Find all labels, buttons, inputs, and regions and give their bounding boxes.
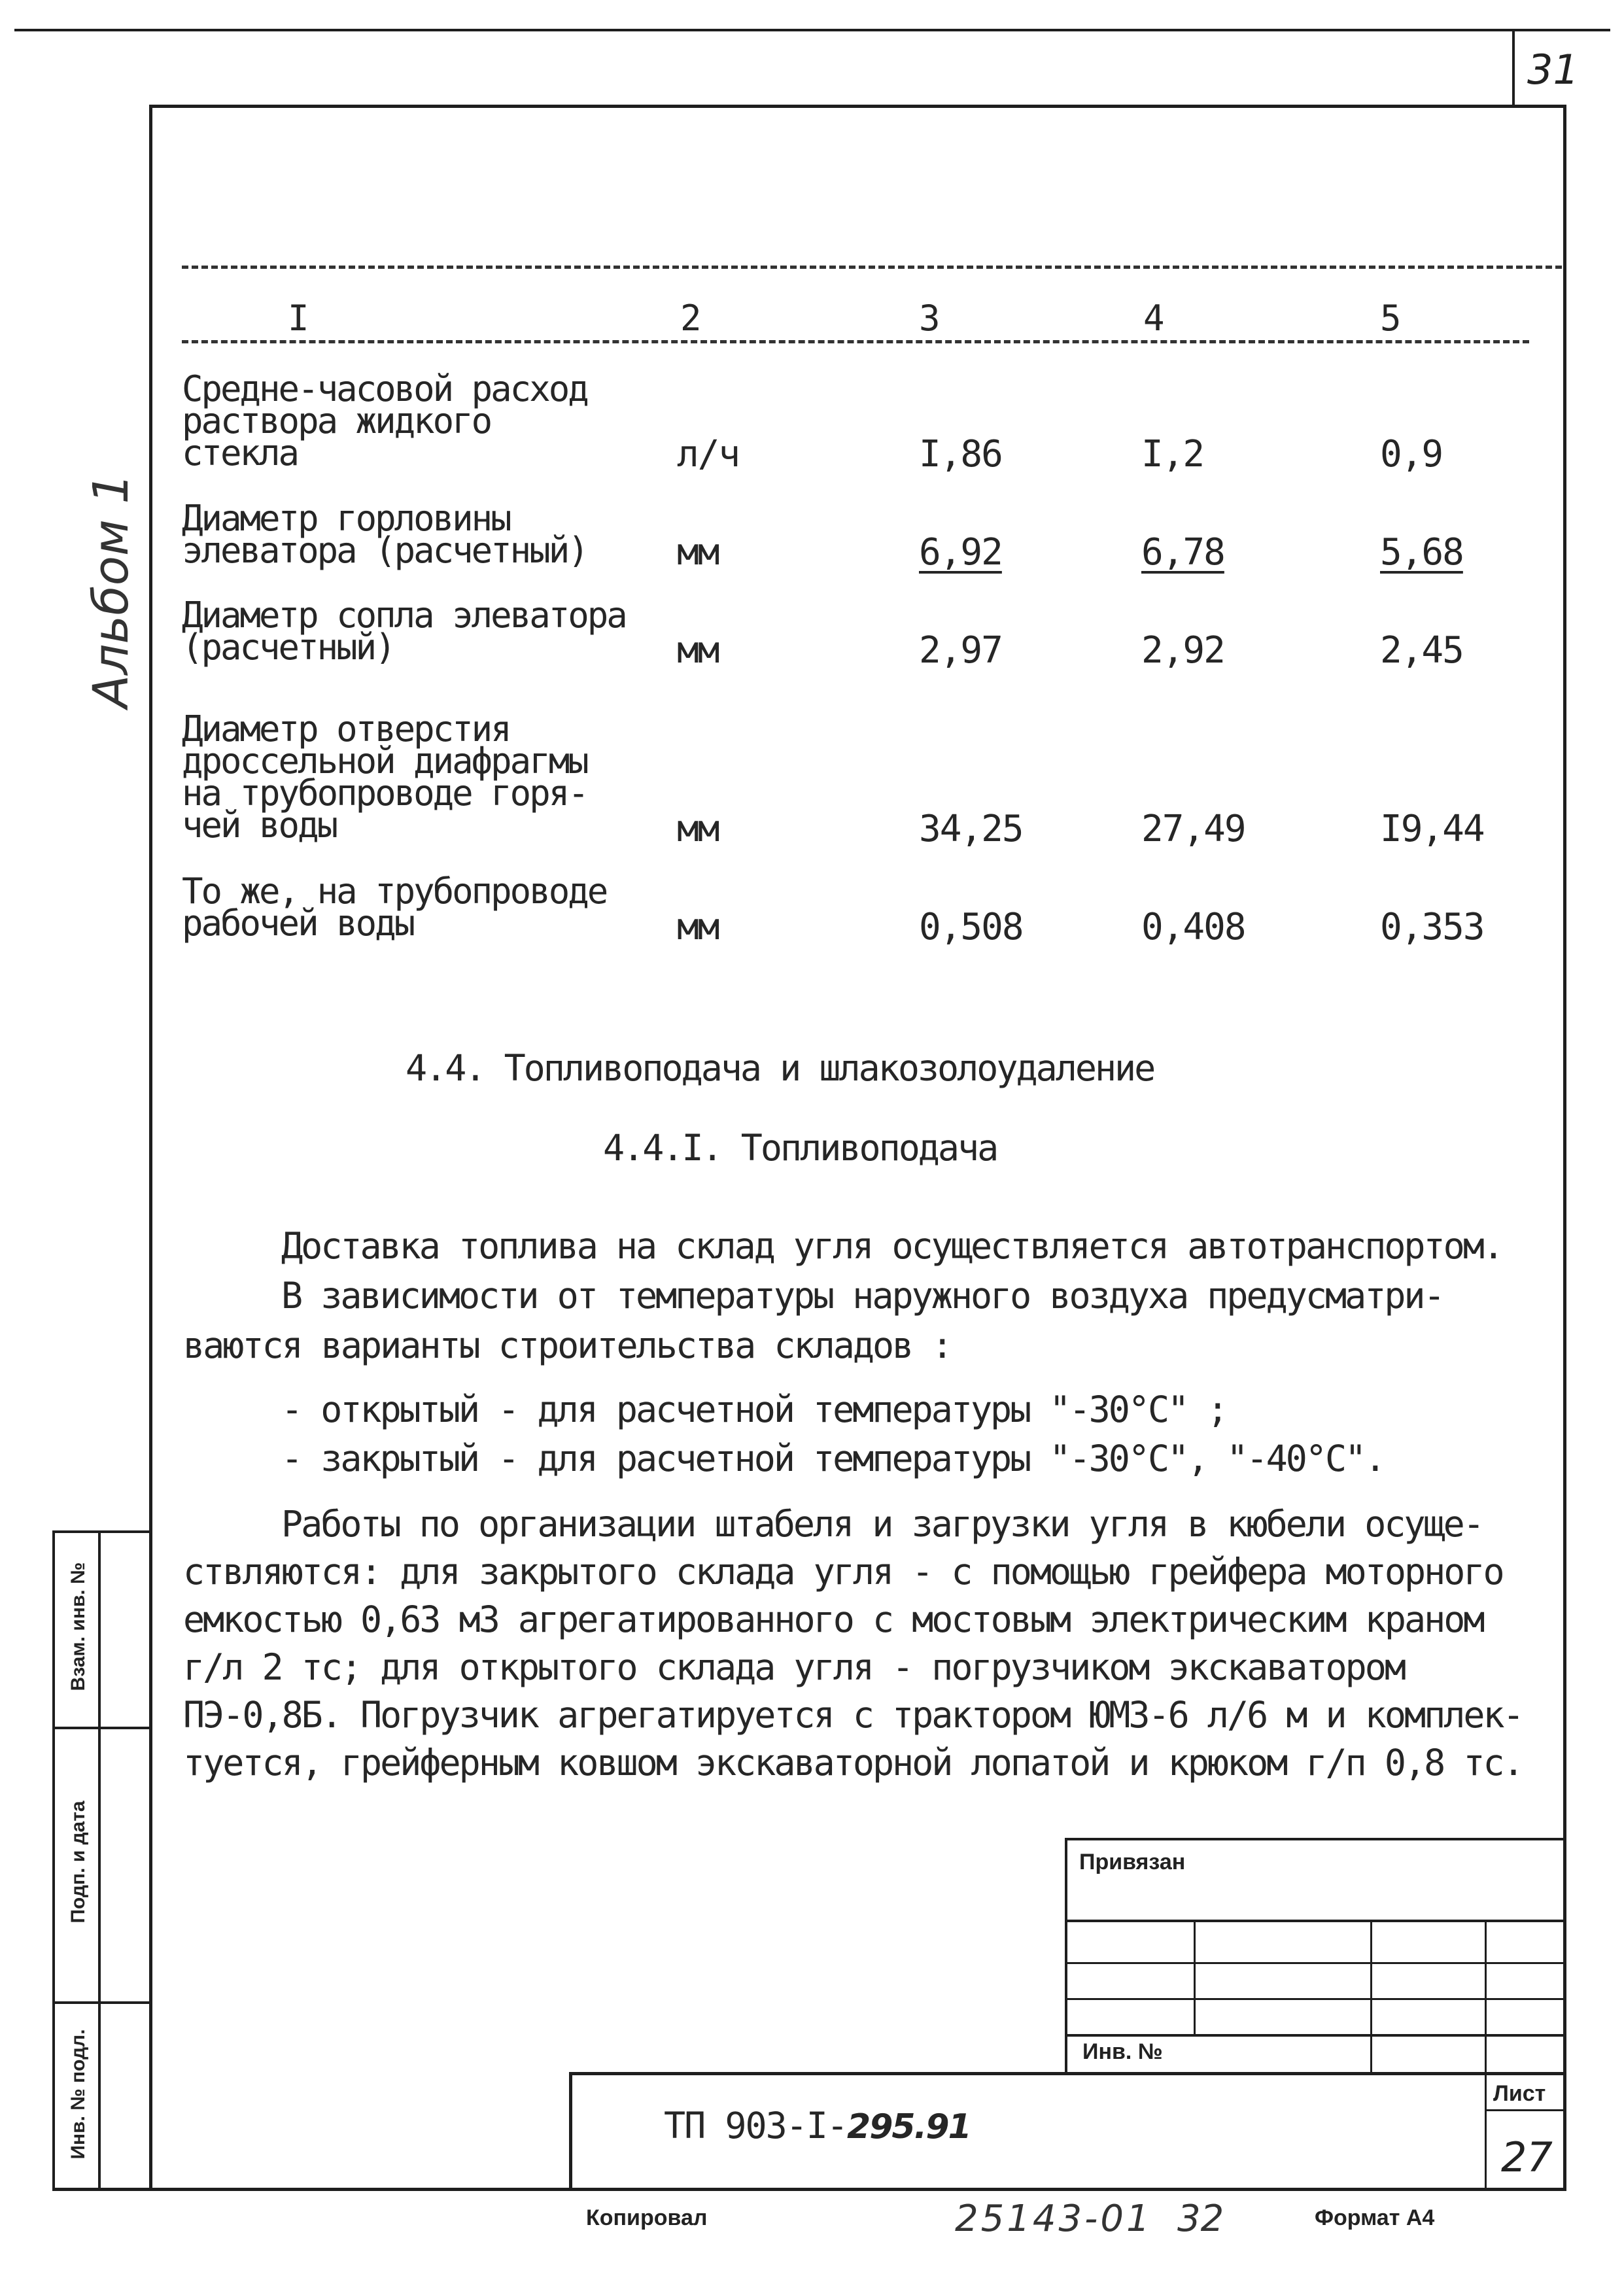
album-label: Альбом 1 (83, 473, 139, 708)
col-number-3: 3 (919, 298, 939, 339)
side-stamp-left (52, 1530, 55, 2191)
tb-row-line4 (1065, 2034, 1566, 2037)
tb-doc-code-hand: 295.91 (847, 2107, 971, 2147)
table-cell: I,2 (1141, 433, 1204, 475)
frame-right (1563, 105, 1566, 2191)
frame-left (149, 105, 152, 2191)
table-dash-header (182, 340, 1529, 343)
tb-row-line1 (1065, 1920, 1566, 1922)
table-cell: 5,68 (1380, 531, 1463, 574)
table-row-label: Средне-часовой расход раствора жидкого стекла (182, 368, 587, 474)
tb-privyazan-label: Привязан (1079, 1850, 1186, 1874)
side-stamp-div1 (52, 1727, 150, 1729)
col-number-4: 4 (1143, 298, 1163, 339)
table-row-unit: мм (677, 808, 719, 850)
table-row-unit: мм (677, 531, 719, 574)
table-cell: 2,97 (919, 629, 1002, 672)
table-cell: 0,508 (919, 906, 1023, 948)
paragraph2-line: Работы по организации штабеля и загрузки угля в кюбели осуще- (281, 1503, 1483, 1545)
footer-format: Формат А4 (1315, 2205, 1435, 2230)
col-number-5: 5 (1380, 298, 1400, 339)
tb-row-line3 (1065, 1998, 1566, 2000)
side-stamp-podp-data: Подп. и дата (67, 1801, 89, 1924)
side-stamp-inv-podl: Инв. № подл. (67, 2029, 89, 2160)
tb-main-top (569, 2072, 1566, 2075)
table-cell: I9,44 (1380, 808, 1484, 850)
footer-archive-number: 25143-01 (955, 2198, 1152, 2240)
page-number-corner: 31 (1527, 46, 1579, 94)
top-rule (14, 29, 1610, 31)
footer-archive-page: 32 (1177, 2198, 1224, 2240)
tb-main-left (569, 2072, 572, 2191)
table-cell: 34,25 (919, 808, 1023, 850)
section-heading: 4.4. Топливоподача и шлакозолоудаление (406, 1047, 1154, 1089)
table-cell: 6,78 (1141, 531, 1224, 574)
table-cell: 0,408 (1141, 906, 1245, 948)
tb-row-line2 (1065, 1962, 1566, 1964)
table-cell: 0,353 (1380, 906, 1484, 948)
tb-col1 (1194, 1920, 1196, 2034)
side-stamp-vzam-inv: Взам. инв. № (67, 1562, 89, 1691)
tb-list-number: 27 (1501, 2133, 1553, 2181)
tb-list-divider (1485, 2109, 1566, 2111)
frame-bottom (52, 2188, 1566, 2191)
paragraph1-line3: ваются варианты строительства складов : (183, 1324, 952, 1366)
side-stamp-mid (98, 1530, 101, 2191)
tb-col2 (1370, 1920, 1372, 2073)
paragraph2-line: емкостью 0,63 м3 агрегатированного с мостовым электрическим краном (183, 1598, 1483, 1640)
subsection-heading: 4.4.I. Топливоподача (603, 1127, 997, 1169)
paragraph1-line2: В зависимости от температуры наружного воздуха предусматри- (281, 1275, 1443, 1317)
frame-top (149, 105, 1566, 108)
bullet-open-storage: - открытый - для расчетной температуры "-30°С" ; (281, 1389, 1227, 1430)
tb-col3 (1485, 1920, 1487, 2191)
paragraph2-line: ствляются: для закрытого склада угля - с помощью грейфера моторного (183, 1551, 1503, 1593)
table-cell: I,86 (919, 433, 1002, 475)
table-cell: 2,92 (1141, 629, 1224, 672)
tb-list-label: Лист (1493, 2081, 1546, 2106)
table-cell: 27,49 (1141, 808, 1245, 850)
footer-kopiroval: Копировал (586, 2205, 708, 2230)
paragraph2-line: туется, грейферным ковшом экскаваторной лопатой и крюком г/п 0,8 тс. (183, 1742, 1523, 1784)
tb-inv-no-label: Инв. № (1082, 2039, 1163, 2064)
table-row-label: Диаметр сопла элеватора (расчетный) (182, 595, 626, 668)
bullet-closed-storage: - закрытый - для расчетной температуры "-30°С", "-40°С". (281, 1438, 1385, 1479)
col-number-2: 2 (680, 298, 700, 339)
table-row-label: То же, на трубопроводе рабочей воды (182, 871, 607, 944)
table-row-unit: мм (677, 629, 719, 672)
table-row-unit: л/ч (677, 433, 740, 475)
corner-box-left (1512, 29, 1515, 107)
table-cell: 0,9 (1380, 433, 1443, 475)
paragraph1-line1: Доставка топлива на склад угля осуществляется автотранспортом. (281, 1225, 1502, 1267)
table-dash-top (182, 266, 1562, 269)
table-row-label: Диаметр горловины элеватора (расчетный) (182, 498, 587, 571)
tb-doc-code (664, 2105, 971, 2147)
paragraph2-line: г/л 2 тс; для открытого склада угля - погрузчиком экскаватором (183, 1646, 1404, 1688)
table-row-unit: мм (677, 906, 719, 948)
paragraph2-line: ПЭ-0,8Б. Погрузчик агрегатируется с трактором ЮМЗ-6 л/6 м и комплек- (183, 1694, 1523, 1736)
tb-privyazan-left (1065, 1838, 1067, 2073)
table-row-label: Диаметр отверстия дроссельной диафрагмы на трубопроводе горя- чей воды (182, 708, 587, 846)
tb-privyazan-top (1065, 1838, 1566, 1840)
col-number-1: I (288, 298, 307, 339)
tb-doc-code-typed: ТП 903-I- (664, 2105, 848, 2147)
table-cell: 2,45 (1380, 629, 1463, 672)
table-cell: 6,92 (919, 531, 1002, 574)
